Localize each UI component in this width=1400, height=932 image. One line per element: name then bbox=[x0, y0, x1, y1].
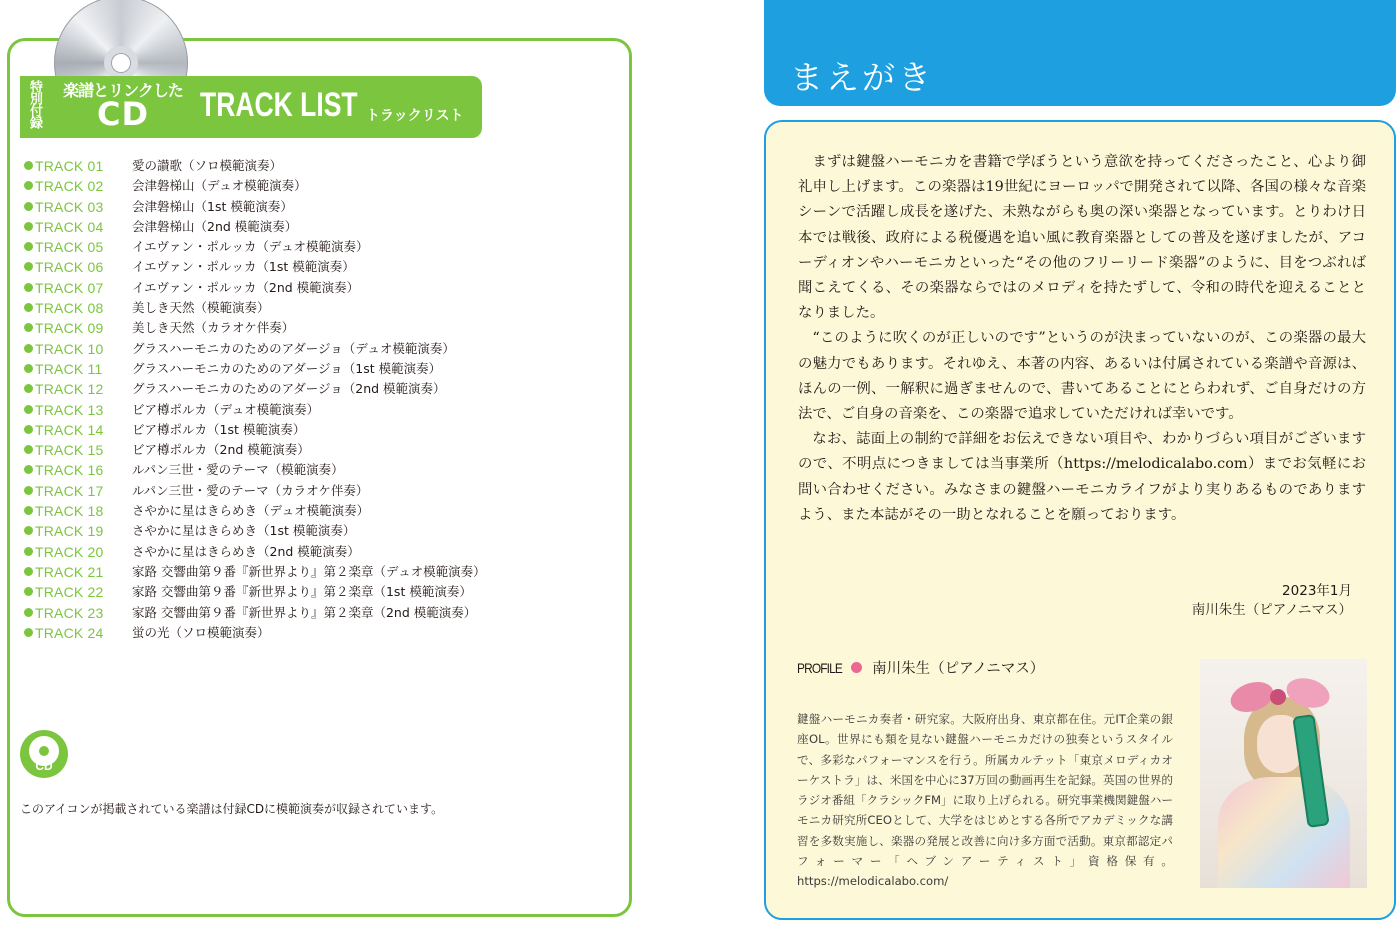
track-bullet-icon bbox=[24, 526, 33, 535]
track-title: イエヴァン・ポルッカ（2nd 模範演奏） bbox=[132, 279, 360, 295]
track-bullet-icon bbox=[24, 222, 33, 231]
track-row bbox=[24, 542, 614, 562]
track-number: TRACK 19 bbox=[35, 523, 104, 540]
track-number: TRACK 08 bbox=[35, 300, 104, 317]
track-row bbox=[24, 257, 614, 277]
track-title: 蛍の光（ソロ模範演奏） bbox=[132, 624, 270, 640]
track-number: TRACK 13 bbox=[35, 401, 104, 418]
track-title: 美しき天然（カラオケ伴奏） bbox=[132, 320, 295, 336]
track-number: TRACK 21 bbox=[35, 563, 104, 580]
track-row bbox=[24, 501, 614, 521]
foreword-title: まえがき bbox=[790, 58, 934, 97]
track-title: 会津磐梯山（デュオ模範演奏） bbox=[132, 178, 307, 194]
track-title: イエヴァン・ポルッカ（デュオ模範演奏） bbox=[132, 239, 369, 255]
track-title: ビア樽ポルカ（1st 模範演奏） bbox=[132, 421, 306, 437]
special-supplement-label: 特別付録 bbox=[27, 80, 42, 128]
track-title: 会津磐梯山（2nd 模範演奏） bbox=[132, 218, 298, 234]
profile-label: PROFILE bbox=[797, 660, 842, 676]
track-number: TRACK 02 bbox=[35, 178, 104, 195]
cd-icon-note: このアイコンが掲載されている楽譜は付録CDに模範演奏が収録されています。 bbox=[20, 802, 444, 816]
cd-icon-label: CD bbox=[35, 759, 53, 773]
track-title: さやかに星はきらめき（1st 模範演奏） bbox=[132, 523, 356, 539]
track-number: TRACK 23 bbox=[35, 604, 104, 621]
track-bullet-icon bbox=[24, 181, 33, 190]
track-row bbox=[24, 176, 614, 196]
track-row bbox=[24, 318, 614, 338]
track-number: TRACK 09 bbox=[35, 320, 104, 337]
track-number: TRACK 22 bbox=[35, 584, 104, 601]
track-bullet-icon bbox=[24, 283, 33, 292]
track-row bbox=[24, 481, 614, 501]
track-number: TRACK 10 bbox=[35, 340, 104, 357]
profile-name: 南川朱生（ピアノニマス） bbox=[872, 661, 1045, 677]
track-bullet-icon bbox=[24, 384, 33, 393]
foreword-paragraph: “このように吹くのが正しいのです”というのが決まっていないのが、この楽器の最大の魅力でもあります。それゆえ、本著の内容、あるいは付属されている楽譜や音源は、ほんの一例、一解釈に過ぎませんので、書いてあることにとらわれず、ご自身だけの方法で、ご自身の音楽を、この楽器で追求していただければ幸いです。 bbox=[798, 330, 1366, 423]
track-bullet-icon bbox=[24, 303, 33, 312]
track-number: TRACK 20 bbox=[35, 543, 104, 560]
track-row bbox=[24, 562, 614, 582]
track-number: TRACK 03 bbox=[35, 198, 104, 215]
track-title: 美しき天然（模範演奏） bbox=[132, 300, 270, 316]
track-bullet-icon bbox=[24, 262, 33, 271]
track-row bbox=[24, 339, 614, 359]
track-number: TRACK 11 bbox=[35, 360, 103, 377]
track-title: グラスハーモニカのためのアダージョ（デュオ模範演奏） bbox=[132, 340, 455, 356]
track-title: ビア樽ポルカ（2nd 模範演奏） bbox=[132, 442, 310, 458]
track-number: TRACK 24 bbox=[35, 624, 104, 641]
track-bullet-icon bbox=[24, 161, 33, 170]
track-title: ルパン三世・愛のテーマ（模範演奏） bbox=[132, 462, 344, 478]
track-bullet-icon bbox=[24, 587, 33, 596]
author-photo bbox=[1200, 659, 1367, 888]
track-number: TRACK 14 bbox=[35, 421, 104, 438]
foreword-body bbox=[798, 150, 1366, 528]
track-row bbox=[24, 237, 614, 257]
track-row bbox=[24, 521, 614, 541]
track-row bbox=[24, 440, 614, 460]
track-title: 愛の讃歌（ソロ模範演奏） bbox=[132, 158, 283, 173]
track-bullet-icon bbox=[24, 405, 33, 414]
track-bullet-icon bbox=[24, 547, 33, 556]
track-row bbox=[24, 298, 614, 318]
track-bullet-icon bbox=[24, 364, 33, 373]
track-number: TRACK 01 bbox=[35, 158, 104, 174]
cd-icon bbox=[20, 730, 68, 778]
track-number: TRACK 15 bbox=[35, 442, 104, 459]
track-title: 家路 交響曲第９番『新世界より』第２楽章（デュオ模範演奏） bbox=[132, 563, 486, 579]
profile-heading bbox=[797, 658, 1044, 678]
track-bullet-icon bbox=[24, 425, 33, 434]
track-bullet-icon bbox=[24, 506, 33, 515]
track-row bbox=[24, 379, 614, 399]
track-bullet-icon bbox=[24, 445, 33, 454]
signature-author: 南川朱生（ピアノニマス） bbox=[1191, 602, 1352, 618]
signature-date: 2023年1月 bbox=[1282, 583, 1352, 599]
track-bullet-icon bbox=[24, 344, 33, 353]
track-number: TRACK 04 bbox=[35, 218, 104, 235]
track-bullet-icon bbox=[24, 465, 33, 474]
track-row bbox=[24, 623, 614, 643]
track-bullet-icon bbox=[24, 242, 33, 251]
cd-disc-hole bbox=[104, 46, 138, 80]
track-title: さやかに星はきらめき（デュオ模範演奏） bbox=[132, 503, 370, 519]
track-list-title: TRACK LIST bbox=[200, 86, 358, 124]
cd-label: CD bbox=[96, 95, 150, 133]
track-title: ルパン三世・愛のテーマ（カラオケ伴奏） bbox=[132, 482, 369, 498]
track-row bbox=[24, 400, 614, 420]
track-bullet-icon bbox=[24, 323, 33, 332]
track-number: TRACK 05 bbox=[35, 239, 104, 256]
track-title: イエヴァン・ポルッカ（1st 模範演奏） bbox=[132, 259, 355, 275]
track-bullet-icon bbox=[24, 567, 33, 576]
track-row bbox=[24, 603, 614, 623]
track-row bbox=[24, 156, 614, 176]
linked-score-label: 楽譜とリンクした bbox=[63, 81, 183, 100]
profile-text: 鍵盤ハーモニカ奏者・研究家。大阪府出身、東京都在住。元IT企業の銀座OL。世界にも類を見ない鍵盤ハーモニカだけの独奏というスタイルで、多彩なパフォーマンスを行う。所属カルテット「東京メロディカオーケストラ」は、米国を中心に37万回の動画再生を記録。英国の世界的ラジオ番組「クラシックFM」に取り上げられる。研究事業機関鍵盤ハーモニカ研究所CEOとして、大学をはじめとする各所でアカデミックな講習を多数実施し、楽器の発展と改善に向け多方面で活動。東京都認定パフォーマー「ヘブンアーティスト」資格保有。https://melodicalabo.com/ bbox=[797, 712, 1173, 889]
track-title: グラスハーモニカのためのアダージョ（1st 模範演奏） bbox=[132, 360, 442, 376]
foreword-paragraph: なお、誌面上の制約で詳細をお伝えできない項目や、わかりづらい項目がございますので、不明点につきましては当事業所（https://melodicalabo.com）までお気軽にお問い合わせください。みなさまの鍵盤ハーモニカライフがより実りあるものでありますよう、また本誌がその一助となれることを願っております。 bbox=[798, 431, 1366, 523]
track-number: TRACK 18 bbox=[35, 503, 104, 520]
track-number: TRACK 17 bbox=[35, 482, 104, 499]
track-bullet-icon bbox=[24, 628, 33, 637]
track-row bbox=[24, 582, 614, 602]
track-number: TRACK 16 bbox=[35, 462, 104, 479]
profile-dot-icon bbox=[851, 662, 862, 673]
track-title: さやかに星はきらめき（2nd 模範演奏） bbox=[132, 543, 360, 559]
track-title: 家路 交響曲第９番『新世界より』第２楽章（1st 模範演奏） bbox=[132, 584, 472, 600]
track-row bbox=[24, 359, 614, 379]
track-title: グラスハーモニカのためのアダージョ（2nd 模範演奏） bbox=[132, 381, 446, 397]
foreword-paragraph: まずは鍵盤ハーモニカを書籍で学ぼうという意欲を持ってくださったこと、心より御礼申し上げます。この楽器は19世紀にヨーロッパで開発されて以降、各国の様々な音楽シーンで活躍し成長を遂げた、未熟ながらも奥の深い楽器となっています。とりわけ日本では戦後、政府による税優遇を追い風に教育楽器としての普及を遂げましたが、アコーディオンやハーモニカといった“その他のフリーリード楽器”のように、目をつぶれば聞こえてくる、その楽器ならではのメロディを持たずして、令和の時代を迎えることとなりました。 bbox=[798, 154, 1366, 322]
signature bbox=[1192, 582, 1352, 620]
track-list bbox=[24, 156, 614, 643]
track-bullet-icon bbox=[24, 608, 33, 617]
track-bullet-icon bbox=[24, 486, 33, 495]
track-bullet-icon bbox=[24, 202, 33, 211]
track-title: 家路 交響曲第９番『新世界より』第２楽章（2nd 模範演奏） bbox=[132, 604, 477, 620]
track-row bbox=[24, 278, 614, 298]
track-row bbox=[24, 217, 614, 237]
track-row bbox=[24, 460, 614, 480]
track-number: TRACK 07 bbox=[35, 279, 104, 296]
track-title: ビア樽ポルカ（デュオ模範演奏） bbox=[132, 401, 320, 417]
track-number: TRACK 06 bbox=[35, 259, 104, 276]
track-number: TRACK 12 bbox=[35, 381, 104, 398]
track-title: 会津磐梯山（1st 模範演奏） bbox=[132, 198, 293, 214]
track-list-subtitle: トラックリスト bbox=[366, 108, 464, 124]
foreword-header bbox=[764, 0, 1396, 106]
track-row bbox=[24, 420, 614, 440]
track-row bbox=[24, 197, 614, 217]
